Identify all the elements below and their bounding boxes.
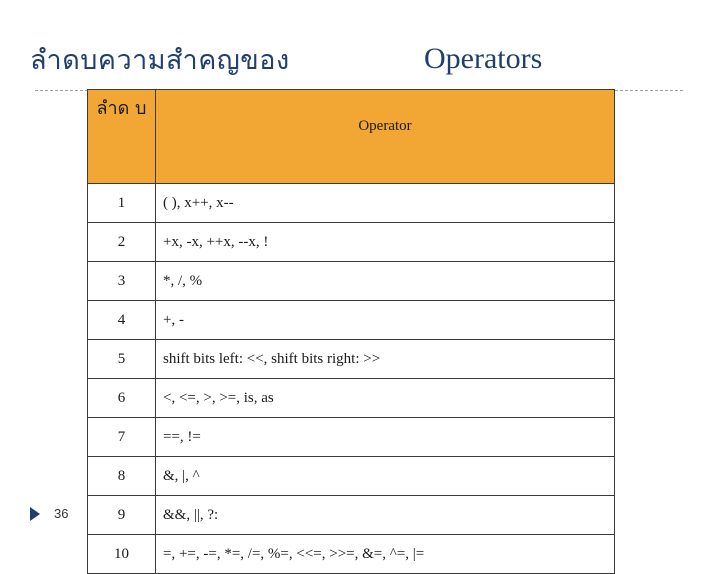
rank-cell: 4 bbox=[88, 301, 156, 340]
rank-cell: 1 bbox=[88, 184, 156, 223]
operator-cell: *, /, % bbox=[156, 262, 615, 301]
rank-cell: 10 bbox=[88, 535, 156, 574]
rank-cell: 2 bbox=[88, 223, 156, 262]
table-row bbox=[88, 184, 615, 223]
operator-precedence-table bbox=[87, 89, 615, 574]
rank-cell: 6 bbox=[88, 379, 156, 418]
operator-cell: +x, -x, ++x, --x, ! bbox=[156, 223, 615, 262]
slide-title-thai: ลำดบความสำคญของ bbox=[30, 45, 290, 76]
rank-cell: 8 bbox=[88, 457, 156, 496]
table-row bbox=[88, 379, 615, 418]
table-header-row bbox=[88, 90, 615, 184]
operator-cell: &, |, ^ bbox=[156, 457, 615, 496]
rank-cell: 3 bbox=[88, 262, 156, 301]
bullet-arrow-icon bbox=[30, 507, 40, 521]
header-operator: Operator bbox=[156, 90, 615, 184]
header-rank: ลำด บ bbox=[88, 90, 156, 184]
operator-cell: =, +=, -=, *=, /=, %=, <<=, >>=, &=, ^=, |= bbox=[156, 535, 615, 574]
table-row bbox=[88, 301, 615, 340]
operator-cell: &&, ||, ?: bbox=[156, 496, 615, 535]
operator-cell: shift bits left: <<, shift bits right: >> bbox=[156, 340, 615, 379]
operator-cell: ( ), x++, x-- bbox=[156, 184, 615, 223]
rank-cell: 7 bbox=[88, 418, 156, 457]
table-row bbox=[88, 535, 615, 574]
slide-number: 36 bbox=[54, 506, 69, 521]
operator-cell: +, - bbox=[156, 301, 615, 340]
slide-title-english: Operators bbox=[424, 42, 543, 75]
table-row bbox=[88, 496, 615, 535]
table-row bbox=[88, 418, 615, 457]
table-row bbox=[88, 457, 615, 496]
operator-cell: ==, != bbox=[156, 418, 615, 457]
table-row bbox=[88, 223, 615, 262]
rank-cell: 5 bbox=[88, 340, 156, 379]
rank-cell: 9 bbox=[88, 496, 156, 535]
operator-cell: <, <=, >, >=, is, as bbox=[156, 379, 615, 418]
table-row bbox=[88, 340, 615, 379]
table-row bbox=[88, 262, 615, 301]
